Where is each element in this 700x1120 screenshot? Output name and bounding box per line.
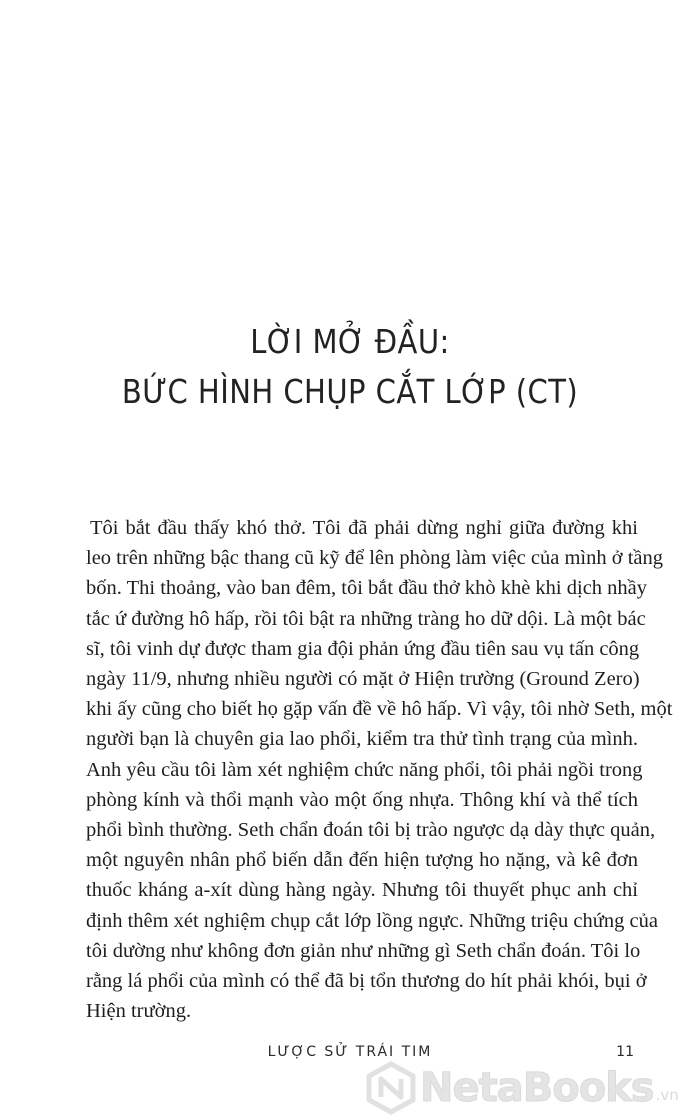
page-number: 11 <box>616 1044 634 1060</box>
body-line: rằng lá phổi của mình có thể đã bị tổn thương do hít phải khói, bụi ở <box>86 970 647 993</box>
watermark-suffix: .vn <box>655 1086 679 1104</box>
body-line: leo trên những bậc thang cũ kỹ để lên phòng làm việc của mình ở tầng <box>86 547 663 570</box>
body-line: bốn. Thi thoảng, vào ban đêm, tôi bắt đầu thở khò khè khi dịch nhầy <box>86 577 648 600</box>
body-line: Anh yêu cầu tôi làm xét nghiệm chức năng phổi, tôi phải ngồi trong <box>86 758 643 781</box>
body-paragraph <box>86 513 673 1026</box>
body-line: Hiện trường. <box>86 1000 192 1023</box>
body-line: người bạn là chuyên gia lao phổi, kiểm tra thử tình trạng của mình. <box>86 728 638 751</box>
body-line: một nguyên nhân phổ biến dẫn đến hiện tượng ho nặng, và kê đơn <box>86 849 638 872</box>
body-line: định thêm xét nghiệm chụp cắt lớp lồng ngực. Những triệu chứng của <box>86 909 658 932</box>
body-line: phòng kính và thổi mạnh vào một ống nhựa. Thông khí và thể tích <box>86 788 638 811</box>
watermark-text: NetaBooks <box>420 1065 654 1111</box>
body-line: tôi dường như không đơn giản như những gì Seth chẩn đoán. Tôi lo <box>86 939 641 962</box>
body-line: thuốc kháng a-xít dùng hàng ngày. Nhưng tôi thuyết phục anh chỉ <box>86 879 638 902</box>
netabooks-watermark <box>364 1060 694 1116</box>
body-line: ngày 11/9, nhưng nhiều người có mặt ở Hiện trường (Ground Zero) <box>86 668 640 691</box>
netabooks-logo-icon <box>364 1061 418 1115</box>
body-line: sĩ, tôi vinh dự được tham gia đội phản ứng đầu tiên sau vụ tấn công <box>86 637 640 660</box>
body-line: khi ấy cũng cho biết họ gặp vấn đề về hô hấp. Vì vậy, tôi nhờ Seth, một <box>86 698 673 721</box>
chapter-title-line-2: BỨC HÌNH CHỤP CẮT LỚP (CT) <box>121 372 579 411</box>
body-line: Tôi bắt đầu thấy khó thở. Tôi đã phải dừng nghỉ giữa đường khi <box>90 517 638 539</box>
body-line: phổi bình thường. Seth chẩn đoán tôi bị trào ngược dạ dày thực quản, <box>86 819 656 842</box>
body-line: tắc ứ đường hô hấp, rồi tôi bật ra những tràng ho dữ dội. Là một bác <box>86 607 646 630</box>
chapter-title-line-1: LỜI MỞ ĐẦU: <box>250 322 450 361</box>
running-footer-book-title: LƯỢC SỬ TRÁI TIM <box>267 1044 433 1060</box>
